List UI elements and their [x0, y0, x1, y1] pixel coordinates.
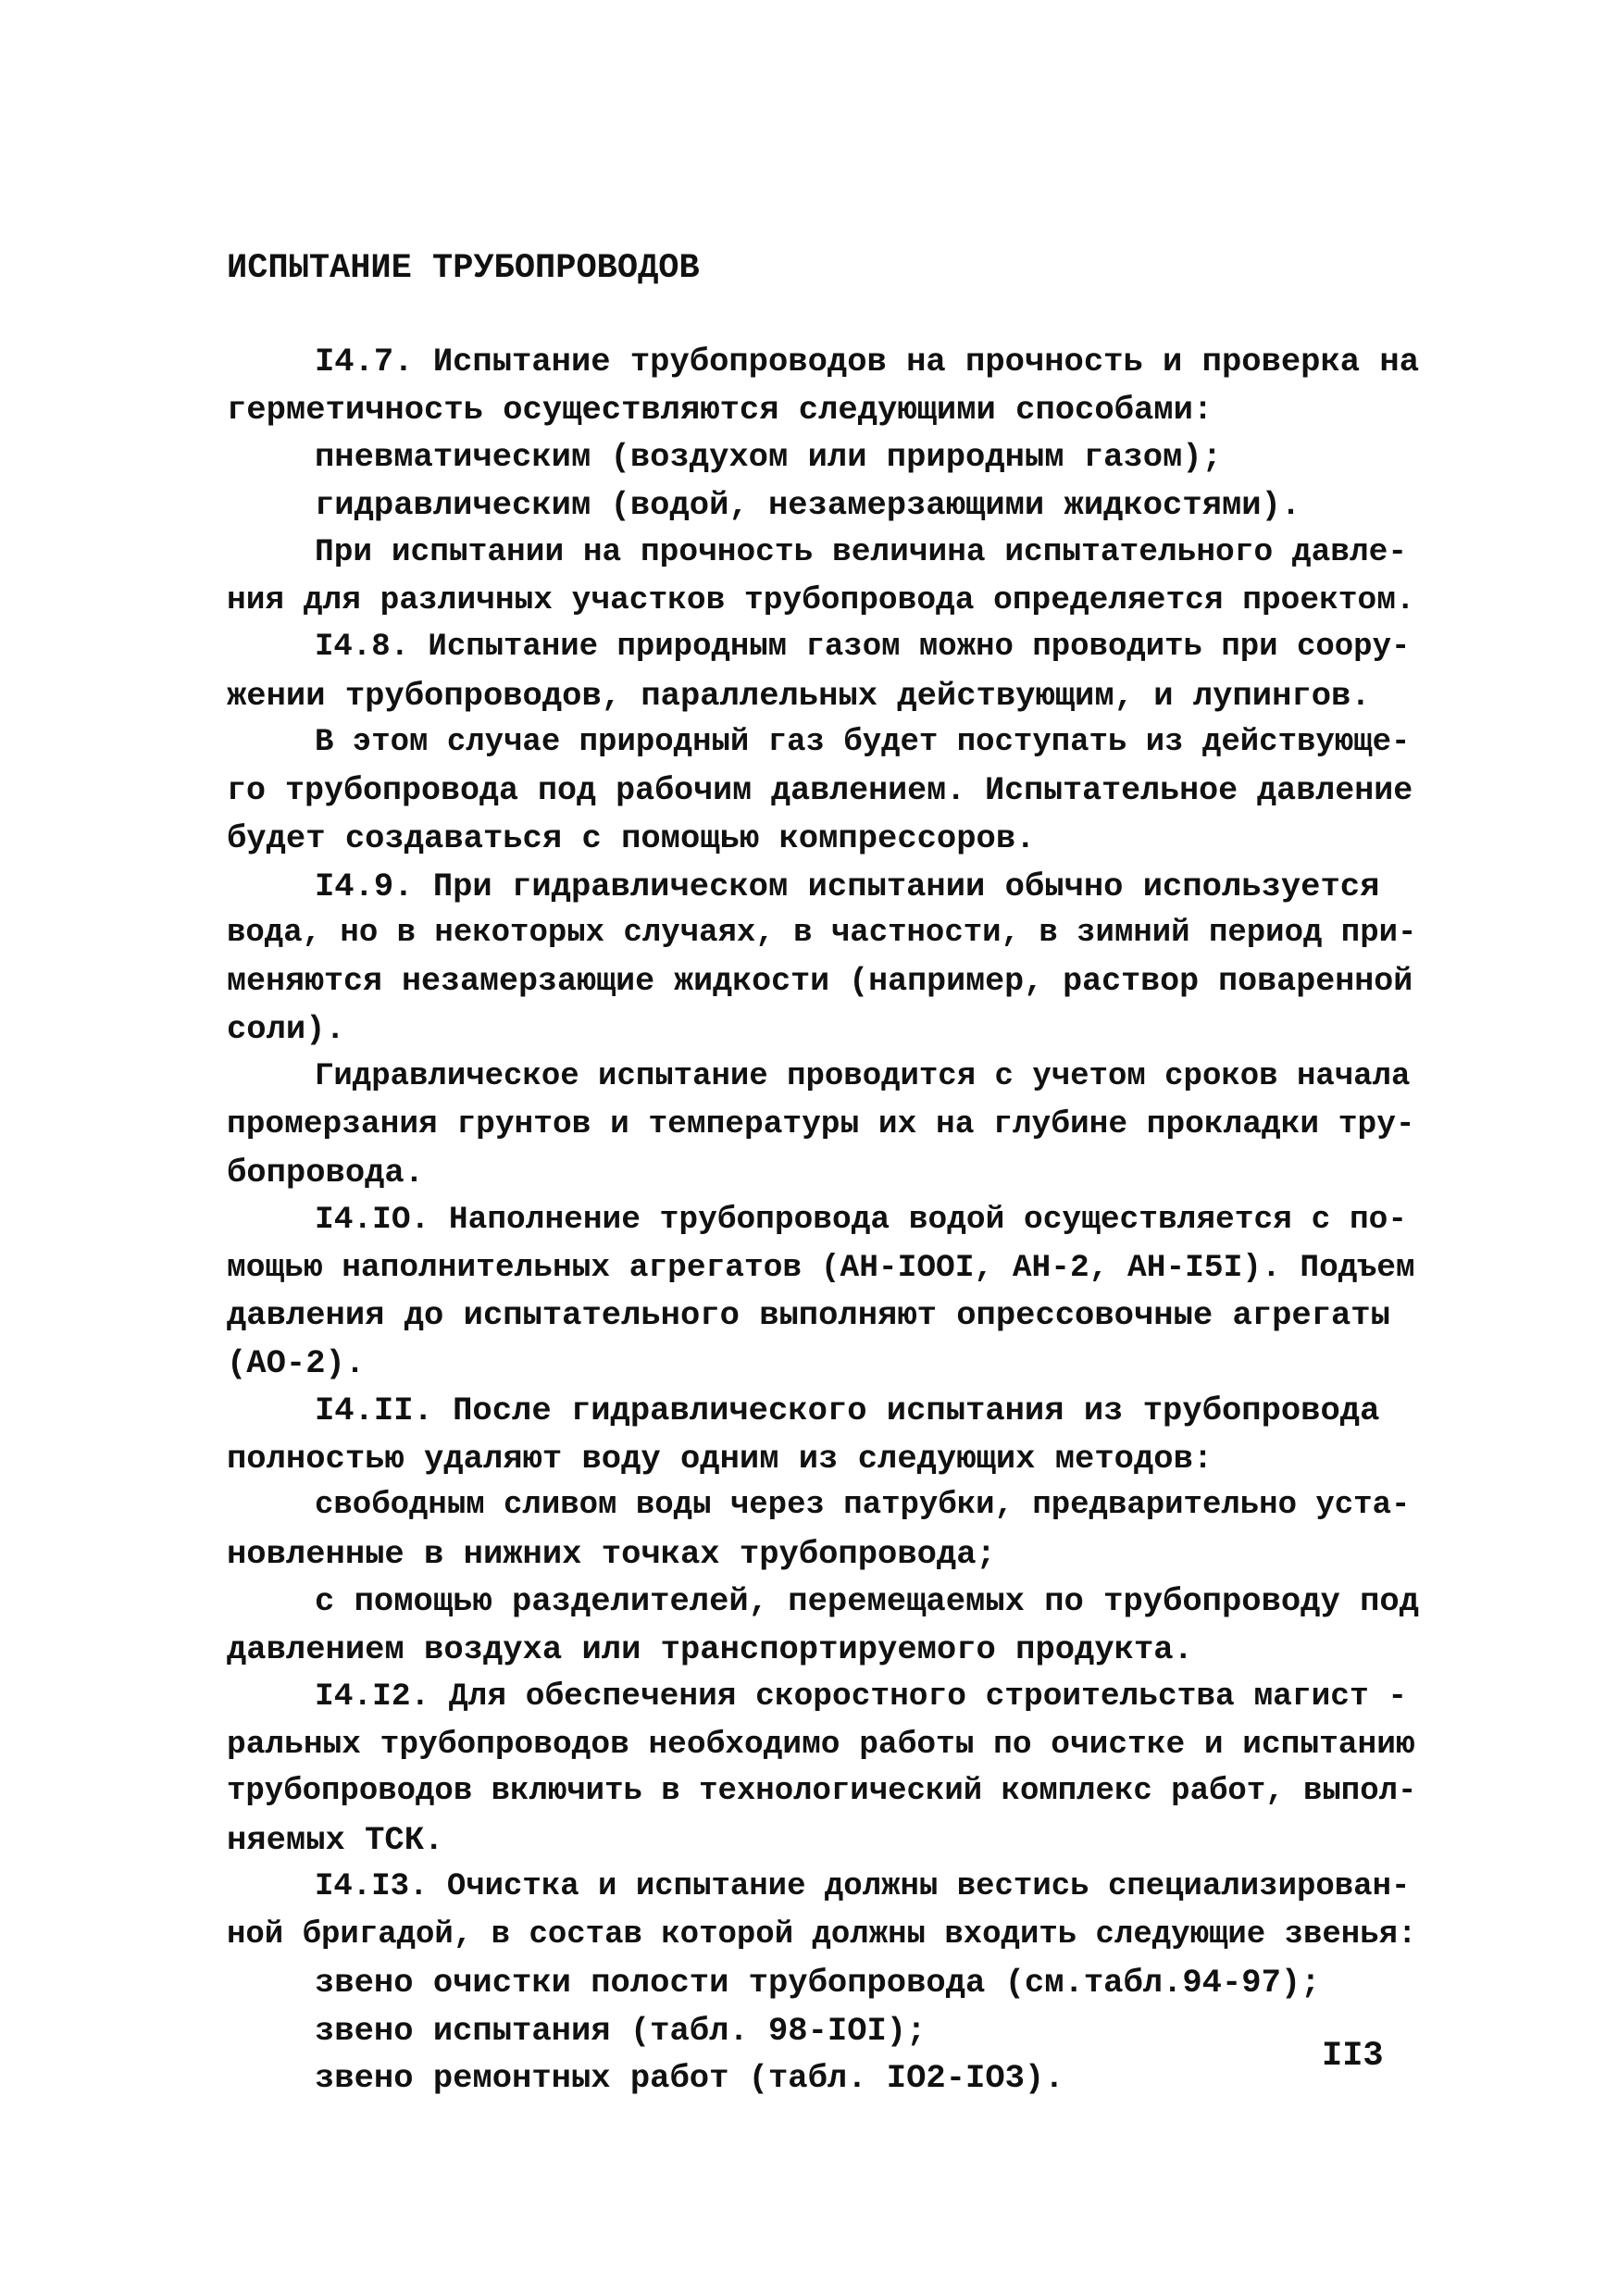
text-line: При испытании на прочность величина испытательного давле-	[315, 534, 1408, 570]
text-line: Гидравлическое испытание проводится с учетом сроков начала	[315, 1058, 1411, 1094]
text-line: I4.7. Испытание трубопроводов на прочность и проверка на	[315, 343, 1419, 381]
text-line: вода, но в некоторых случаях, в частности, в зимний период при-	[227, 916, 1417, 951]
text-line: звено испытания (табл. 98-IOI);	[315, 2011, 927, 2050]
page-number: II3	[1322, 2037, 1384, 2076]
text-line: соли).	[227, 1010, 345, 1048]
text-line: пневматическим (воздухом или природным газом);	[315, 438, 1222, 476]
text-line: ния для различных участков трубопровода определяется проектом.	[227, 581, 1415, 618]
text-line: I4.8. Испытание природным газом можно проводить при соору-	[315, 630, 1411, 665]
body-text	[227, 338, 1421, 2103]
text-line: будет создаваться с помощью компрессоров.	[227, 819, 1036, 857]
text-line: полностью удаляют воду одним из следующих методов:	[227, 1439, 1214, 1478]
text-line: ной бригадой, в состав которой должны входить следующие звенья:	[227, 1916, 1417, 1953]
text-line: новленные в нижних точках трубопровода;	[227, 1534, 996, 1573]
text-line: гидравлическим (водой, незамерзающими жидкостями).	[315, 485, 1301, 524]
text-line: I4.IO. Наполнение трубопровода водой осуществляется с по-	[315, 1202, 1408, 1238]
text-line: герметичность осуществляются следующими способами:	[227, 390, 1214, 429]
text-line: бопровода.	[227, 1153, 425, 1192]
section-heading: ИСПЫТАНИЕ ТРУБОПРОВОДОВ	[227, 249, 700, 288]
text-line: давлением воздуха или транспортируемого продукта.	[227, 1629, 1193, 1668]
text-line: звено очистки полости трубопровода (см.табл.94-97);	[315, 1964, 1321, 2002]
text-line: I4.I3. Очистка и испытание должны вестись специализирован-	[315, 1869, 1411, 1904]
text-line: меняются незамерзающие жидкости (например, раствор поваренной	[227, 962, 1413, 1000]
text-line: мощью наполнительных агрегатов (АН-IOOI, АН-2, АН-I5I). Подъем	[227, 1249, 1415, 1286]
text-line: (АО-2).	[227, 1343, 366, 1382]
text-line: няемых ТСК.	[227, 1820, 444, 1859]
text-line: давления до испытательного выполняют опрессовочные агрегаты	[227, 1296, 1390, 1334]
text-line: В этом случае природный газ будет поступать из действующе-	[315, 725, 1411, 760]
text-line: I4.9. При гидравлическом испытании обычно используется	[315, 867, 1380, 905]
text-line: I4.I2. Для обеспечения скоростного строительства магист -	[315, 1678, 1408, 1715]
text-line: звено ремонтных работ (табл. IO2-IO3).	[315, 2059, 1064, 2097]
text-line: ральных трубопроводов необходимо работы по очистке и испытанию	[227, 1726, 1415, 1763]
text-line: го трубопровода под рабочим давлением. Испытательное давление	[227, 771, 1413, 809]
text-line: жении трубопроводов, параллельных действующим, и лупингов.	[227, 676, 1371, 715]
text-line: промерзания грунтов и температуры их на глубине прокладки тру-	[227, 1106, 1415, 1142]
text-line: I4.II. После гидравлического испытания из трубопровода	[315, 1391, 1380, 1429]
text-line: свободным сливом воды через патрубки, предварительно уста-	[315, 1488, 1411, 1523]
text-line: трубопроводов включить в технологический комплекс работ, выпол-	[227, 1774, 1417, 1809]
text-line: с помощью разделителей, перемещаемых по трубопроводу под	[315, 1582, 1419, 1620]
